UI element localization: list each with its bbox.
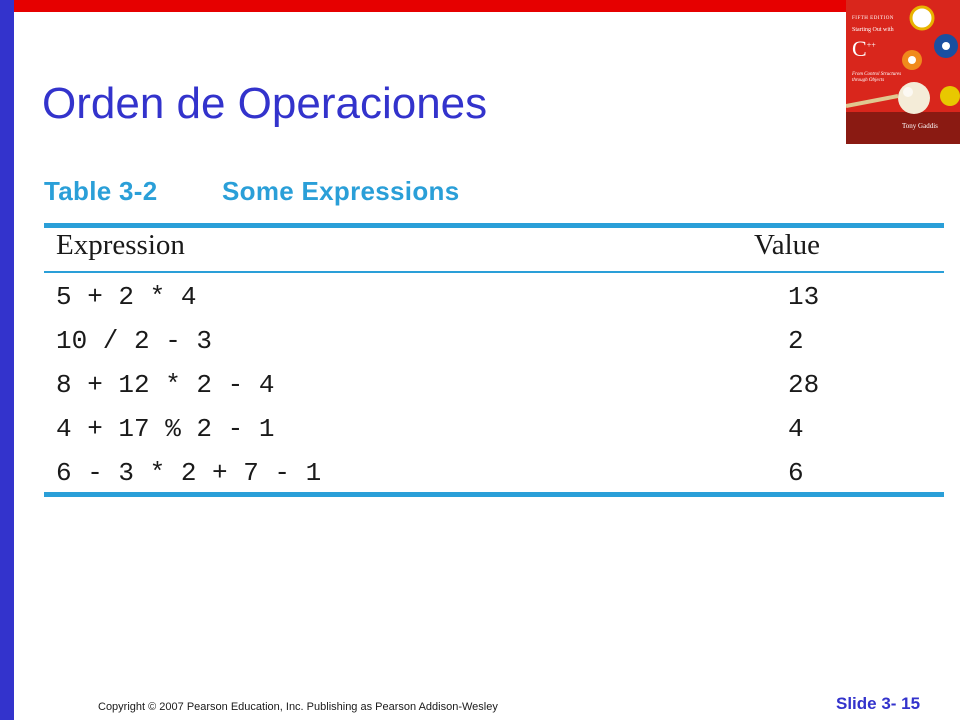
- expression-cell: 10 / 2 - 3: [56, 326, 213, 356]
- copyright-notice: Copyright © 2007 Pearson Education, Inc. Publishing as Pearson Addison-Wesley: [98, 701, 498, 713]
- table-caption-number: Table 3-2: [44, 176, 158, 206]
- table-row: [0, 368, 960, 408]
- expression-cell: 4 + 17 % 2 - 1: [56, 414, 275, 444]
- table-header-rule: [44, 271, 944, 273]
- expression-cell: 5 + 2 * 4: [56, 282, 197, 312]
- cover-subtitle: From Control Structures through Objects: [852, 72, 902, 83]
- value-cell: 4: [788, 414, 804, 444]
- slide-title: Orden de Operaciones: [42, 79, 488, 128]
- column-header-value: Value: [754, 229, 821, 261]
- top-accent-bar: [0, 0, 960, 12]
- cover-author: Tony Gaddis: [902, 122, 938, 130]
- cover-language-suffix: ++: [866, 40, 876, 50]
- value-cell: 13: [788, 282, 820, 312]
- cover-language-letter: C: [852, 36, 867, 61]
- cover-edition: FIFTH EDITION: [852, 16, 894, 21]
- table-bottom-rule: [44, 492, 944, 497]
- table-row: [0, 324, 960, 364]
- value-cell: 2: [788, 326, 804, 356]
- table-row: [0, 456, 960, 496]
- table-row: [0, 412, 960, 452]
- value-cell: 28: [788, 370, 820, 400]
- table-caption-text: Some Expressions: [222, 176, 460, 206]
- column-header-expression: Expression: [56, 229, 185, 261]
- cover-language: [852, 36, 876, 62]
- expression-cell: 6 - 3 * 2 + 7 - 1: [56, 458, 322, 488]
- value-cell: 6: [788, 458, 804, 488]
- expression-cell: 8 + 12 * 2 - 4: [56, 370, 275, 400]
- slide-number: Slide 3- 15: [836, 694, 921, 713]
- table-top-rule: [44, 223, 944, 228]
- cover-series: Starting Out with: [852, 27, 894, 33]
- table-row: [0, 280, 960, 320]
- book-cover-image: [846, 0, 960, 144]
